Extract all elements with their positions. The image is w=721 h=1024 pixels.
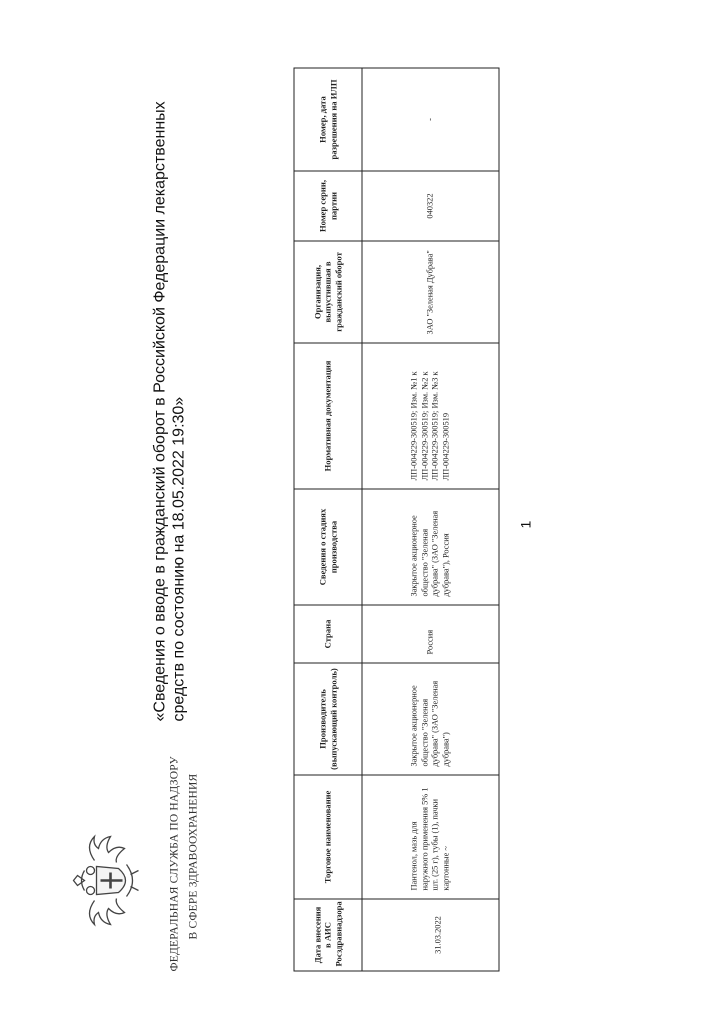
column-header-production-stages: Сведения о стадиях производства [294,489,362,605]
column-header-batch-number: Номер серии, партии [294,171,362,241]
column-header-manufacturer: Производитель (выпускающий контроль) [294,663,362,775]
agency-name-line-2: В СФЕРЕ ЗДРАВООХРАНЕНИЯ [187,773,199,939]
cell-batch-number: 040322 [362,171,499,241]
cell-organization: ЗАО "Зеленая Дубрава" [362,241,499,343]
normative-doc-line: ЛП-004229-300519; Изм. №1 к [409,370,418,480]
cell-country: Россия [362,605,499,663]
column-header-permit: Номер, дата разрешения на ИЛП [294,68,362,171]
cell-date: 31.03.2022 [362,899,499,971]
normative-doc-line: ЛП-004229-300519 [440,412,450,480]
cell-normative-docs [362,343,499,489]
cell-manufacturer: Закрытое акционерное общество "Зеленая дубрава" (ЗАО "Зеленая дубрава") [362,663,499,775]
column-header-country: Страна [294,605,362,663]
cell-permit: - [362,68,499,171]
column-header-organization: Организация, выпустившая в гражданский оборот [294,241,362,343]
column-header-date: Дата внесения в АИС Росздравнадзора [294,899,362,971]
emblem-icon [70,830,140,930]
document-title [150,41,188,721]
cell-trade-name: Пантенол, мазь для наружного применения 5% 1 шт. (25 г), тубы (1), пачки картонные ~ [362,775,499,899]
page-number: 1 [517,520,533,528]
document-title-line-2: средств по состоянию на 18.05.2022 19:30» [170,396,187,721]
document-title-line-1: «Сведения о вводе в гражданский оборот в Российской Федерации лекарственных [151,100,168,721]
normative-doc-line: ЛП-004229-300519; Изм. №3 к [430,370,439,480]
column-header-normative-docs: Нормативная документация [294,343,362,489]
register-table [293,67,499,971]
agency-name-line-1: ФЕДЕРАЛЬНАЯ СЛУЖБА ПО НАДЗОРУ [168,755,180,971]
cell-production-stages: Закрытое акционерное общество "Зеленая дубрава" (ЗАО "Зеленая дубрава"), Россия [362,489,499,605]
table-header-row [294,68,362,971]
normative-doc-line: ЛП-004229-300519; Изм. №2 к [419,370,429,480]
table-row [362,68,499,971]
column-header-trade-name: Торговое наименование [294,775,362,899]
